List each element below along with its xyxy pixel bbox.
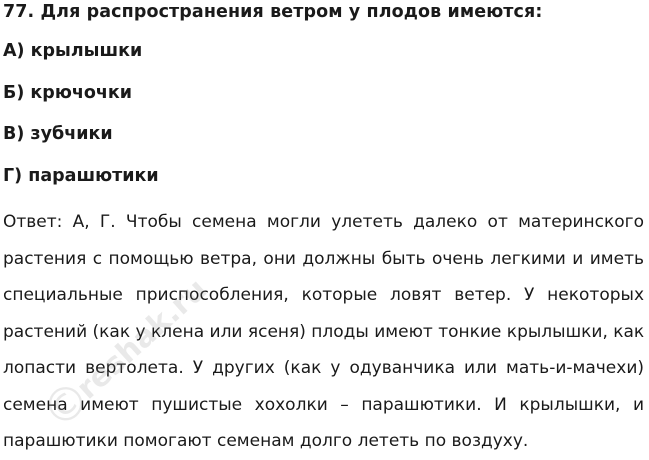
answer-line-4: растений (как у клена или ясеня) плоды имеют тонкие крылышки, как bbox=[3, 321, 645, 342]
option-a: А) крылышки bbox=[3, 41, 143, 61]
option-d: Г) парашютики bbox=[3, 166, 159, 186]
answer-line-7: парашютики помогают семенам долго лететь по воздуху. bbox=[3, 431, 529, 451]
answer-line-5: лопасти вертолета. У других (как у одуванчика или мать-и-мачехи) bbox=[3, 358, 644, 378]
answer-text bbox=[3, 204, 644, 460]
option-c: В) зубчики bbox=[3, 124, 113, 144]
option-b: Б) крючочки bbox=[3, 83, 133, 103]
answer-line-6: семена имеют пушистые хохолки – парашютики. И крылышки, и bbox=[3, 394, 644, 415]
answer-line-2: растения с помощью ветра, они должны быть очень легкими и иметь bbox=[3, 248, 644, 269]
answer-line-1: Ответ: А, Г. Чтобы семена могли улететь далеко от материнского bbox=[3, 212, 644, 232]
watermark-symbol: © bbox=[30, 368, 102, 440]
question-title: 77. Для распространения ветром у плодов имеются: bbox=[3, 2, 543, 22]
answer-line-3: специальные приспособления, которые ловят ветер. У некоторых bbox=[3, 285, 644, 305]
watermark-text: reshak.ru bbox=[70, 271, 214, 407]
